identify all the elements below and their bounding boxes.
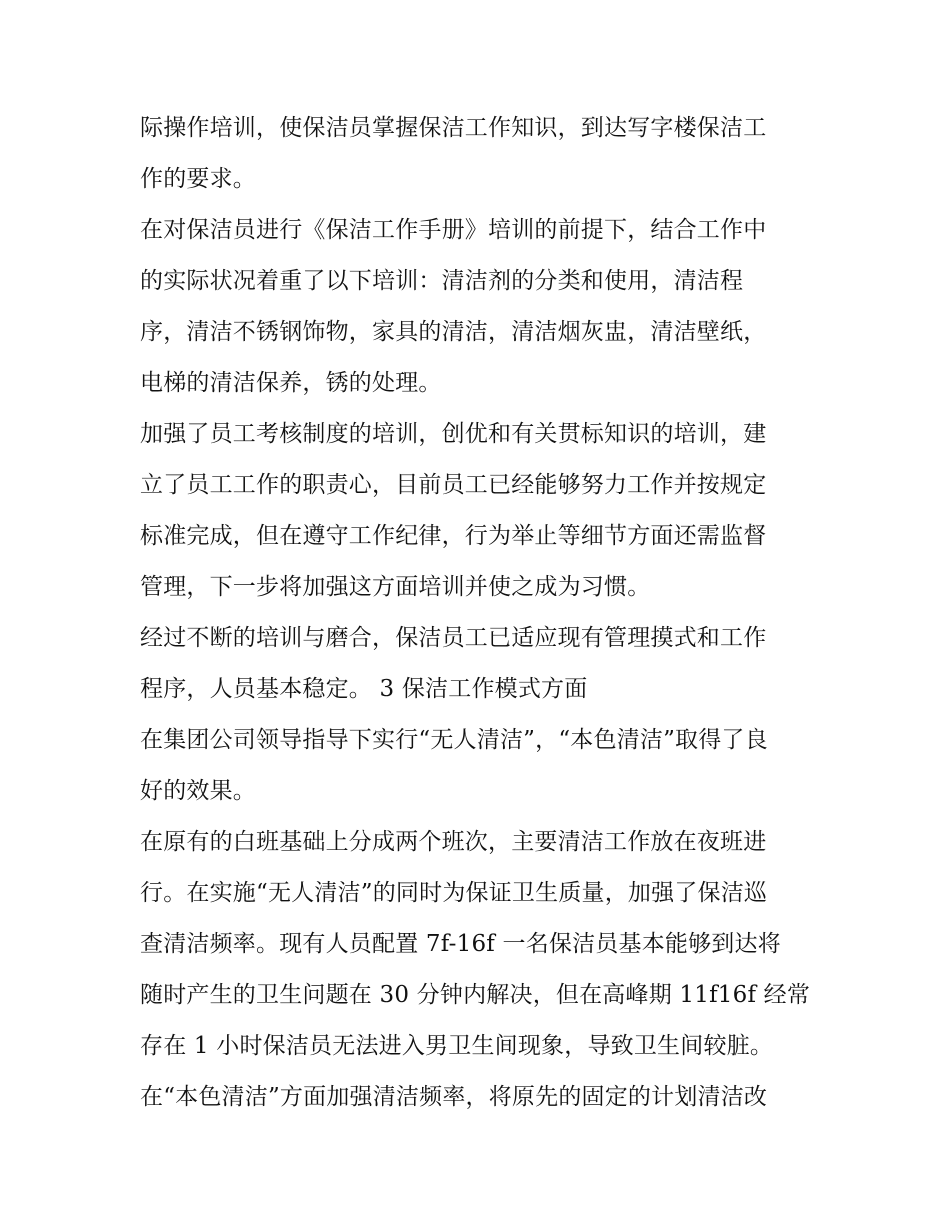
text-line: 加强了员工考核制度的培训，创优和有关贯标知识的培训，建 — [140, 421, 767, 447]
text-line: 立了员工工作的职责心，目前员工已经能够努力工作并按规定 — [140, 472, 767, 498]
text-line: 的实际状况着重了以下培训：清洁剂的分类和使用，清洁程 — [140, 268, 744, 294]
text-line: 在对保洁员进行《保洁工作手册》培训的前提下，结合工作中 — [140, 217, 767, 243]
text-line: 在原有的白班基础上分成两个班次，主要清洁工作放在夜班进 — [140, 829, 767, 855]
text-line: 程序，人员基本稳定。 3 保洁工作模式方面 — [140, 676, 588, 702]
text-line: 经过不断的培训与磨合，保洁员工已适应现有管理摸式和工作 — [140, 625, 767, 651]
text-line: 标准完成，但在遵守工作纪律，行为举止等细节方面还需监督 — [140, 523, 767, 549]
text-line: 序，清洁不锈钢饰物，家具的清洁，清洁烟灰盅，清洁壁纸， — [140, 319, 767, 345]
text-line: 电梯的清洁保养，锈的处理。 — [140, 370, 442, 396]
document-body — [140, 103, 820, 1123]
text-line: 在“本色清洁”方面加强清洁频率，将原先的固定的计划清洁改 — [140, 1084, 768, 1110]
text-line: 在集团公司领导指导下实行“无人清洁”，“本色清洁”取得了良 — [140, 727, 768, 753]
text-line: 际操作培训，使保洁员掌握保洁工作知识，到达写字楼保洁工 — [140, 115, 767, 141]
text-line: 行。在实施“无人清洁”的同时为保证卫生质量，加强了保洁巡 — [140, 880, 768, 906]
text-line: 存在 1 小时保洁员无法进入男卫生间现象，导致卫生间较脏。 — [140, 1033, 774, 1059]
text-line: 好的效果。 — [140, 778, 256, 804]
text-line: 管理，下一步将加强这方面培训并使之成为习惯。 — [140, 574, 651, 600]
text-line: 作的要求。 — [140, 166, 256, 192]
text-line: 查清洁频率。现有人员配置 7f-16f 一名保洁员基本能够到达将 — [140, 931, 781, 957]
text-line: 随时产生的卫生问题在 30 分钟内解决，但在高峰期 11f16f 经常 — [140, 982, 811, 1008]
